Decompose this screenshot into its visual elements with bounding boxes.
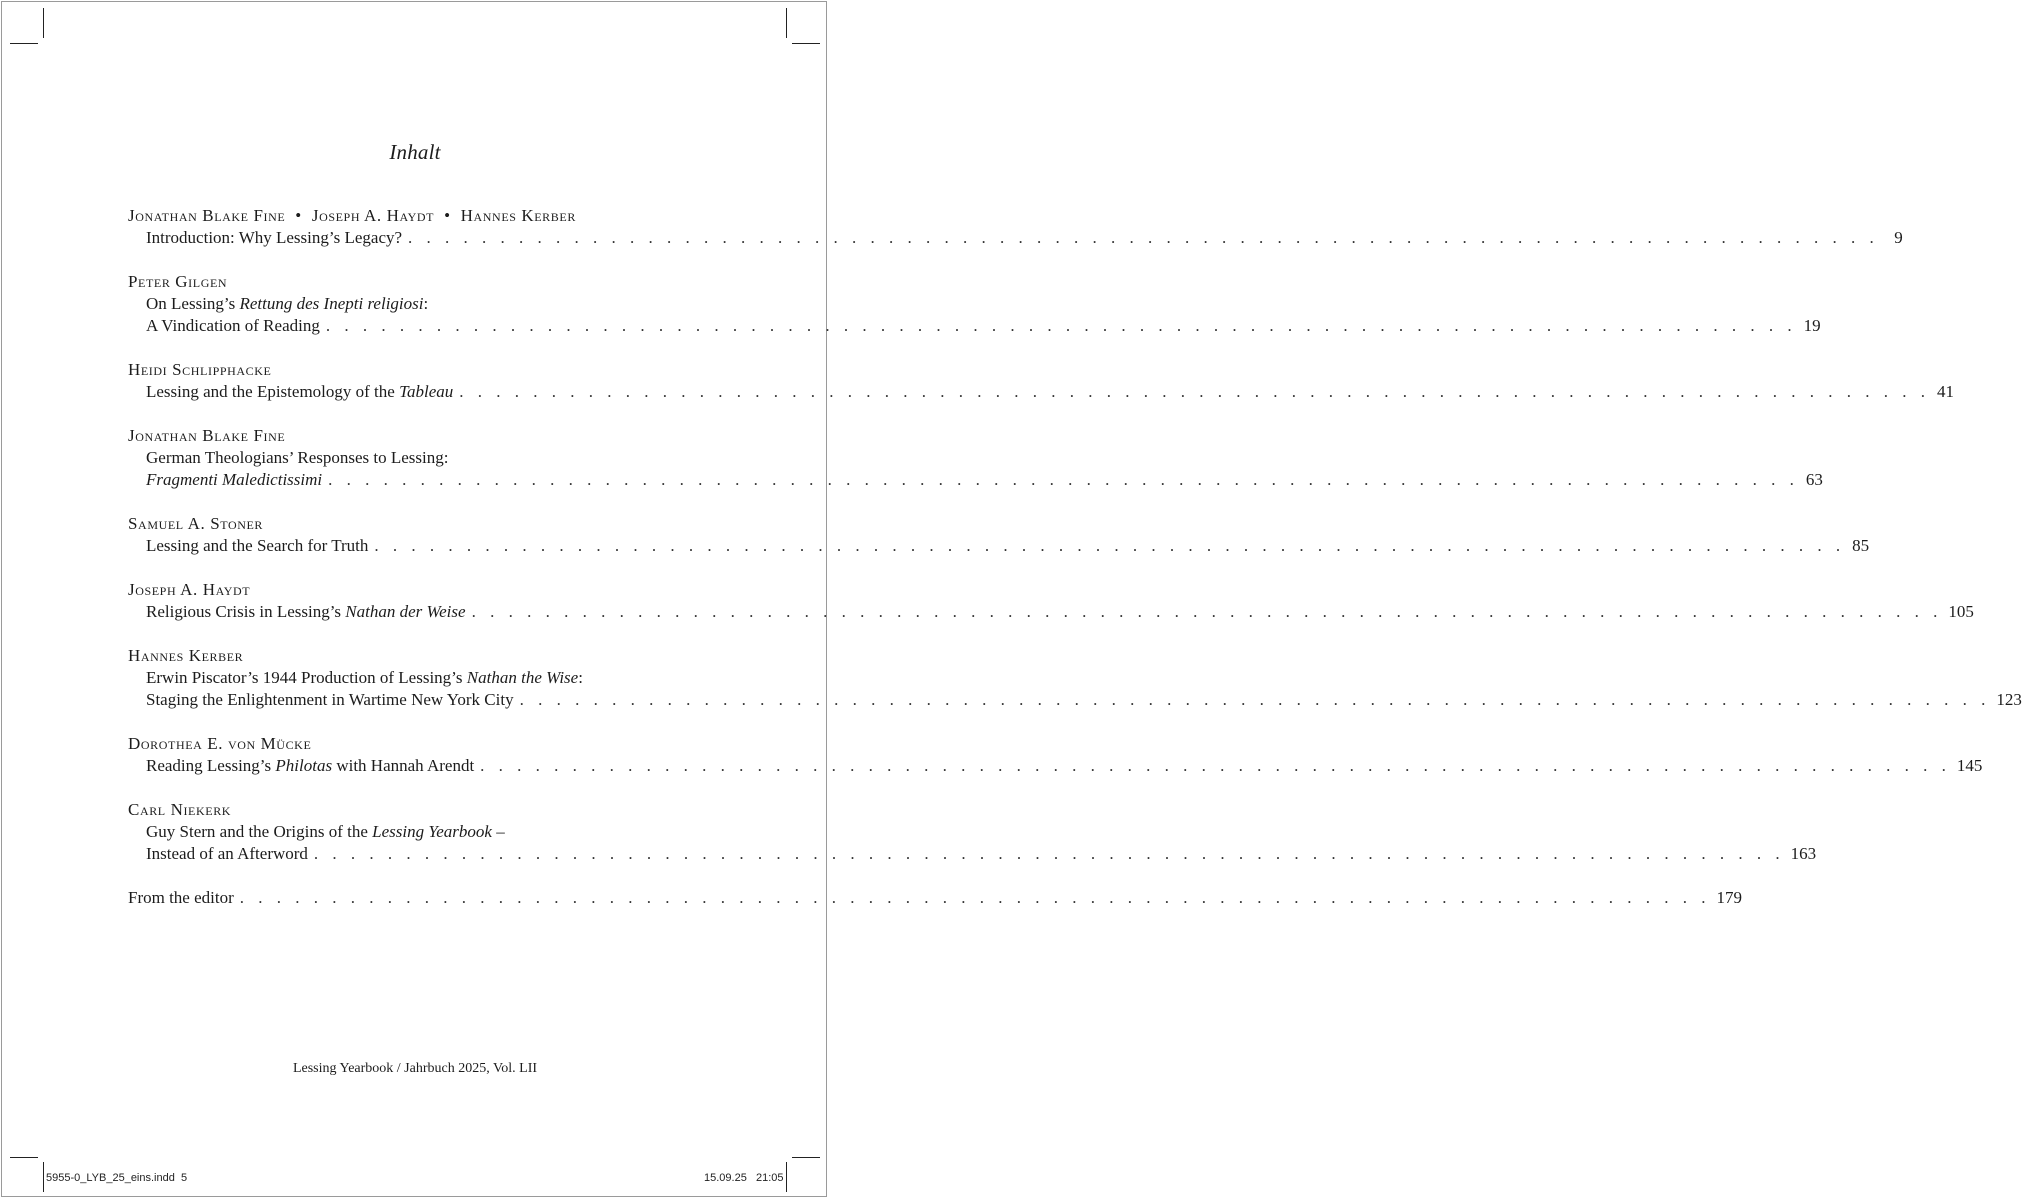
toc-title-text [146, 535, 368, 557]
title-italic-text: Nathan der Weise [345, 602, 466, 621]
toc-title-text [146, 294, 428, 313]
title-italic-text: Philotas [275, 756, 333, 775]
title-text: with Hannah Arendt [332, 756, 475, 775]
slug-time: 21:05 [756, 1172, 784, 1184]
title-text: Guy Stern and the Origins of the [146, 822, 373, 841]
dot-leader: . . . . . . . . . . . . . . . . . . . . . . . . . . . . . . . . . . . . . . . . . . . . . . . . . . . . . . . . . . . . . . . . . . . . . . . . . . . . . . . . [408, 228, 1879, 247]
toc-author [128, 513, 656, 535]
page-number: 63 [1805, 470, 1823, 489]
toc-entry [128, 425, 1823, 491]
toc-author [128, 359, 656, 381]
toc-entry [128, 359, 1954, 403]
toc-editor-entry [128, 887, 1743, 909]
toc-title-line [128, 821, 656, 843]
dot-leader: . . . . . . . . . . . . . . . . . . . . . . . . . . . . . . . . . . . . . . . . . . . . . . . . . . . . . . . . . . . . . . . . . . . . . . . . . . . . . . . . [471, 602, 1943, 621]
dot-leader: . . . . . . . . . . . . . . . . . . . . . . . . . . . . . . . . . . . . . . . . . . . . . . . . . . . . . . . . . . . . . . . . . . . . . . . . . . . . . . . . [519, 690, 1991, 709]
author-name: Joseph A. Haydt [311, 206, 435, 225]
title-text: Lessing and the Epistemology of the [146, 382, 400, 401]
toc-author [128, 579, 656, 601]
author-name: Peter Gilgen [128, 272, 228, 291]
crop-mark-top-right-vertical [786, 8, 787, 38]
toc-title-line-with-page [128, 315, 1821, 337]
dot-leader: . . . . . . . . . . . . . . . . . . . . . . . . . . . . . . . . . . . . . . . . . . . . . . . . . . . . . . . . . . . . . . . . . . . . . . . . . . . . . . . . [328, 470, 1799, 489]
title-text: Erwin Piscator’s 1944 Production of Lessing’s [146, 668, 467, 687]
dot-leader: . . . . . . . . . . . . . . . . . . . . . . . . . . . . . . . . . . . . . . . . . . . . . . . . . . . . . . . . . . . . . . . . . . . . . . . . . . . . . . . . [480, 756, 1951, 775]
running-footer: Lessing Yearbook / Jahrbuch 2025, Vol. LII [292, 1061, 538, 1076]
toc-title-text [146, 689, 514, 711]
page-number: 179 [1716, 888, 1743, 907]
page-number: 41 [1937, 382, 1954, 401]
toc-title-text [146, 601, 466, 623]
author-name: Jonathan Blake Fine [128, 426, 286, 445]
toc-entry [128, 579, 1974, 623]
title-text: German Theologians’ Responses to Lessing: [146, 448, 449, 467]
title-text: : [423, 294, 429, 313]
author-name: Joseph A. Haydt [128, 580, 251, 599]
slug-file-info [46, 1172, 187, 1184]
dot-leader: . . . . . . . . . . . . . . . . . . . . . . . . . . . . . . . . . . . . . . . . . . . . . . . . . . . . . . . . . . . . . . . . . . . . . . . . . . . . . . . . [239, 888, 1711, 907]
toc-title-text [146, 843, 308, 865]
toc-title-text [146, 822, 505, 841]
slug-file-name: 5955-0_LYB_25_eins.indd [46, 1172, 175, 1184]
toc-title-line-with-page [128, 755, 1983, 777]
toc-title-text [146, 381, 453, 403]
toc-title-line [128, 447, 656, 469]
crop-mark-bottom-right-vertical [786, 1162, 787, 1192]
author-name: Samuel A. Stoner [128, 514, 264, 533]
title-text: : [578, 668, 583, 687]
page-number: 163 [1790, 844, 1817, 863]
title-text: Instead of an Afterword [146, 844, 308, 863]
toc-author [128, 425, 656, 447]
author-name: Dorothea E. von Mücke [128, 734, 312, 753]
page-number: 85 [1852, 536, 1870, 555]
table-of-contents [128, 205, 2022, 909]
toc-title-line-with-page [128, 601, 1974, 623]
toc-entry [128, 733, 1983, 777]
toc-title-text: From the editor [128, 888, 234, 907]
author-name: Heidi Schlipphacke [128, 360, 272, 379]
toc-title-text [146, 448, 449, 467]
title-italic-text: Tableau [399, 382, 454, 401]
toc-entry [128, 513, 1870, 557]
toc-title-text [146, 755, 474, 777]
title-text: On Lessing’s [146, 294, 240, 313]
title-italic-text: Lessing Yearbook [372, 822, 492, 841]
toc-author [128, 205, 656, 227]
toc-title-text [146, 668, 583, 687]
title-italic-text: Fragmenti Maledictissimi [146, 470, 323, 489]
crop-mark-top-left-vertical [43, 8, 44, 38]
author-name: Carl Niekerk [128, 800, 232, 819]
slug-page-number: 5 [180, 1172, 188, 1184]
page-number: 19 [1803, 316, 1821, 335]
toc-author [128, 271, 656, 293]
title-text: Introduction: Why Lessing’s Legacy? [146, 228, 403, 247]
page-number: 145 [1956, 756, 1983, 775]
title-italic-text: Rettung des Inepti religiosi [239, 294, 424, 313]
dot-leader: . . . . . . . . . . . . . . . . . . . . . . . . . . . . . . . . . . . . . . . . . . . . . . . . . . . . . . . . . . . . . . . . . . . . . . . . . . . . . . . . [325, 316, 1797, 335]
toc-title-line [128, 293, 656, 315]
toc-title-line-with-page [128, 843, 1817, 865]
toc-title-line-with-page [128, 689, 2022, 711]
page-number: 9 [1894, 228, 1903, 247]
author-separator: • [444, 206, 451, 225]
dot-leader: . . . . . . . . . . . . . . . . . . . . . . . . . . . . . . . . . . . . . . . . . . . . . . . . . . . . . . . . . . . . . . . . . . . . . . . . . . . . . . . . [374, 536, 1846, 555]
toc-entry [128, 205, 1903, 249]
toc-author [128, 645, 656, 667]
title-text: – [491, 822, 505, 841]
toc-title-line-with-page [128, 469, 1823, 491]
toc-title-line [128, 667, 656, 689]
title-text: Religious Crisis in Lessing’s [146, 602, 346, 621]
crop-mark-bottom-right-horizontal [792, 1157, 820, 1158]
toc-author [128, 733, 656, 755]
author-name: Jonathan Blake Fine [128, 206, 286, 225]
toc-entry [128, 645, 2022, 711]
crop-mark-bottom-left-vertical [43, 1162, 44, 1192]
toc-title-line-with-page [128, 535, 1870, 557]
crop-mark-top-left-horizontal [10, 43, 38, 44]
crop-mark-top-right-horizontal [792, 43, 820, 44]
page-title: Inhalt [389, 140, 441, 164]
toc-title-text [146, 227, 402, 249]
page-number: 123 [1996, 690, 2022, 709]
toc-entry [128, 799, 1817, 865]
title-text: Reading Lessing’s [146, 756, 276, 775]
author-name: Hannes Kerber [460, 206, 576, 225]
toc-title-line-with-page [128, 381, 1954, 403]
title-text: Staging the Enlightenment in Wartime New York City [146, 690, 514, 709]
page-number: 105 [1948, 602, 1974, 621]
title-text: Lessing and the Search for Truth [146, 536, 369, 555]
author-separator: • [295, 206, 302, 225]
dot-leader: . . . . . . . . . . . . . . . . . . . . . . . . . . . . . . . . . . . . . . . . . . . . . . . . . . . . . . . . . . . . . . . . . . . . . . . . . . . . . . . . [459, 382, 1930, 401]
slug-timestamp [704, 1172, 784, 1184]
title-italic-text: Nathan the Wise [466, 668, 579, 687]
dot-leader: . . . . . . . . . . . . . . . . . . . . . . . . . . . . . . . . . . . . . . . . . . . . . . . . . . . . . . . . . . . . . . . . . . . . . . . . . . . . . . . . [313, 844, 1785, 863]
author-name: Hannes Kerber [128, 646, 244, 665]
slug-date: 15.09.25 [704, 1172, 747, 1184]
toc-title-text [146, 469, 322, 491]
toc-author [128, 799, 656, 821]
title-text: A Vindication of Reading [146, 316, 320, 335]
crop-mark-bottom-left-horizontal [10, 1157, 38, 1158]
toc-entry [128, 271, 1821, 337]
toc-title-line-with-page [128, 227, 1903, 249]
toc-title-text [146, 315, 320, 337]
